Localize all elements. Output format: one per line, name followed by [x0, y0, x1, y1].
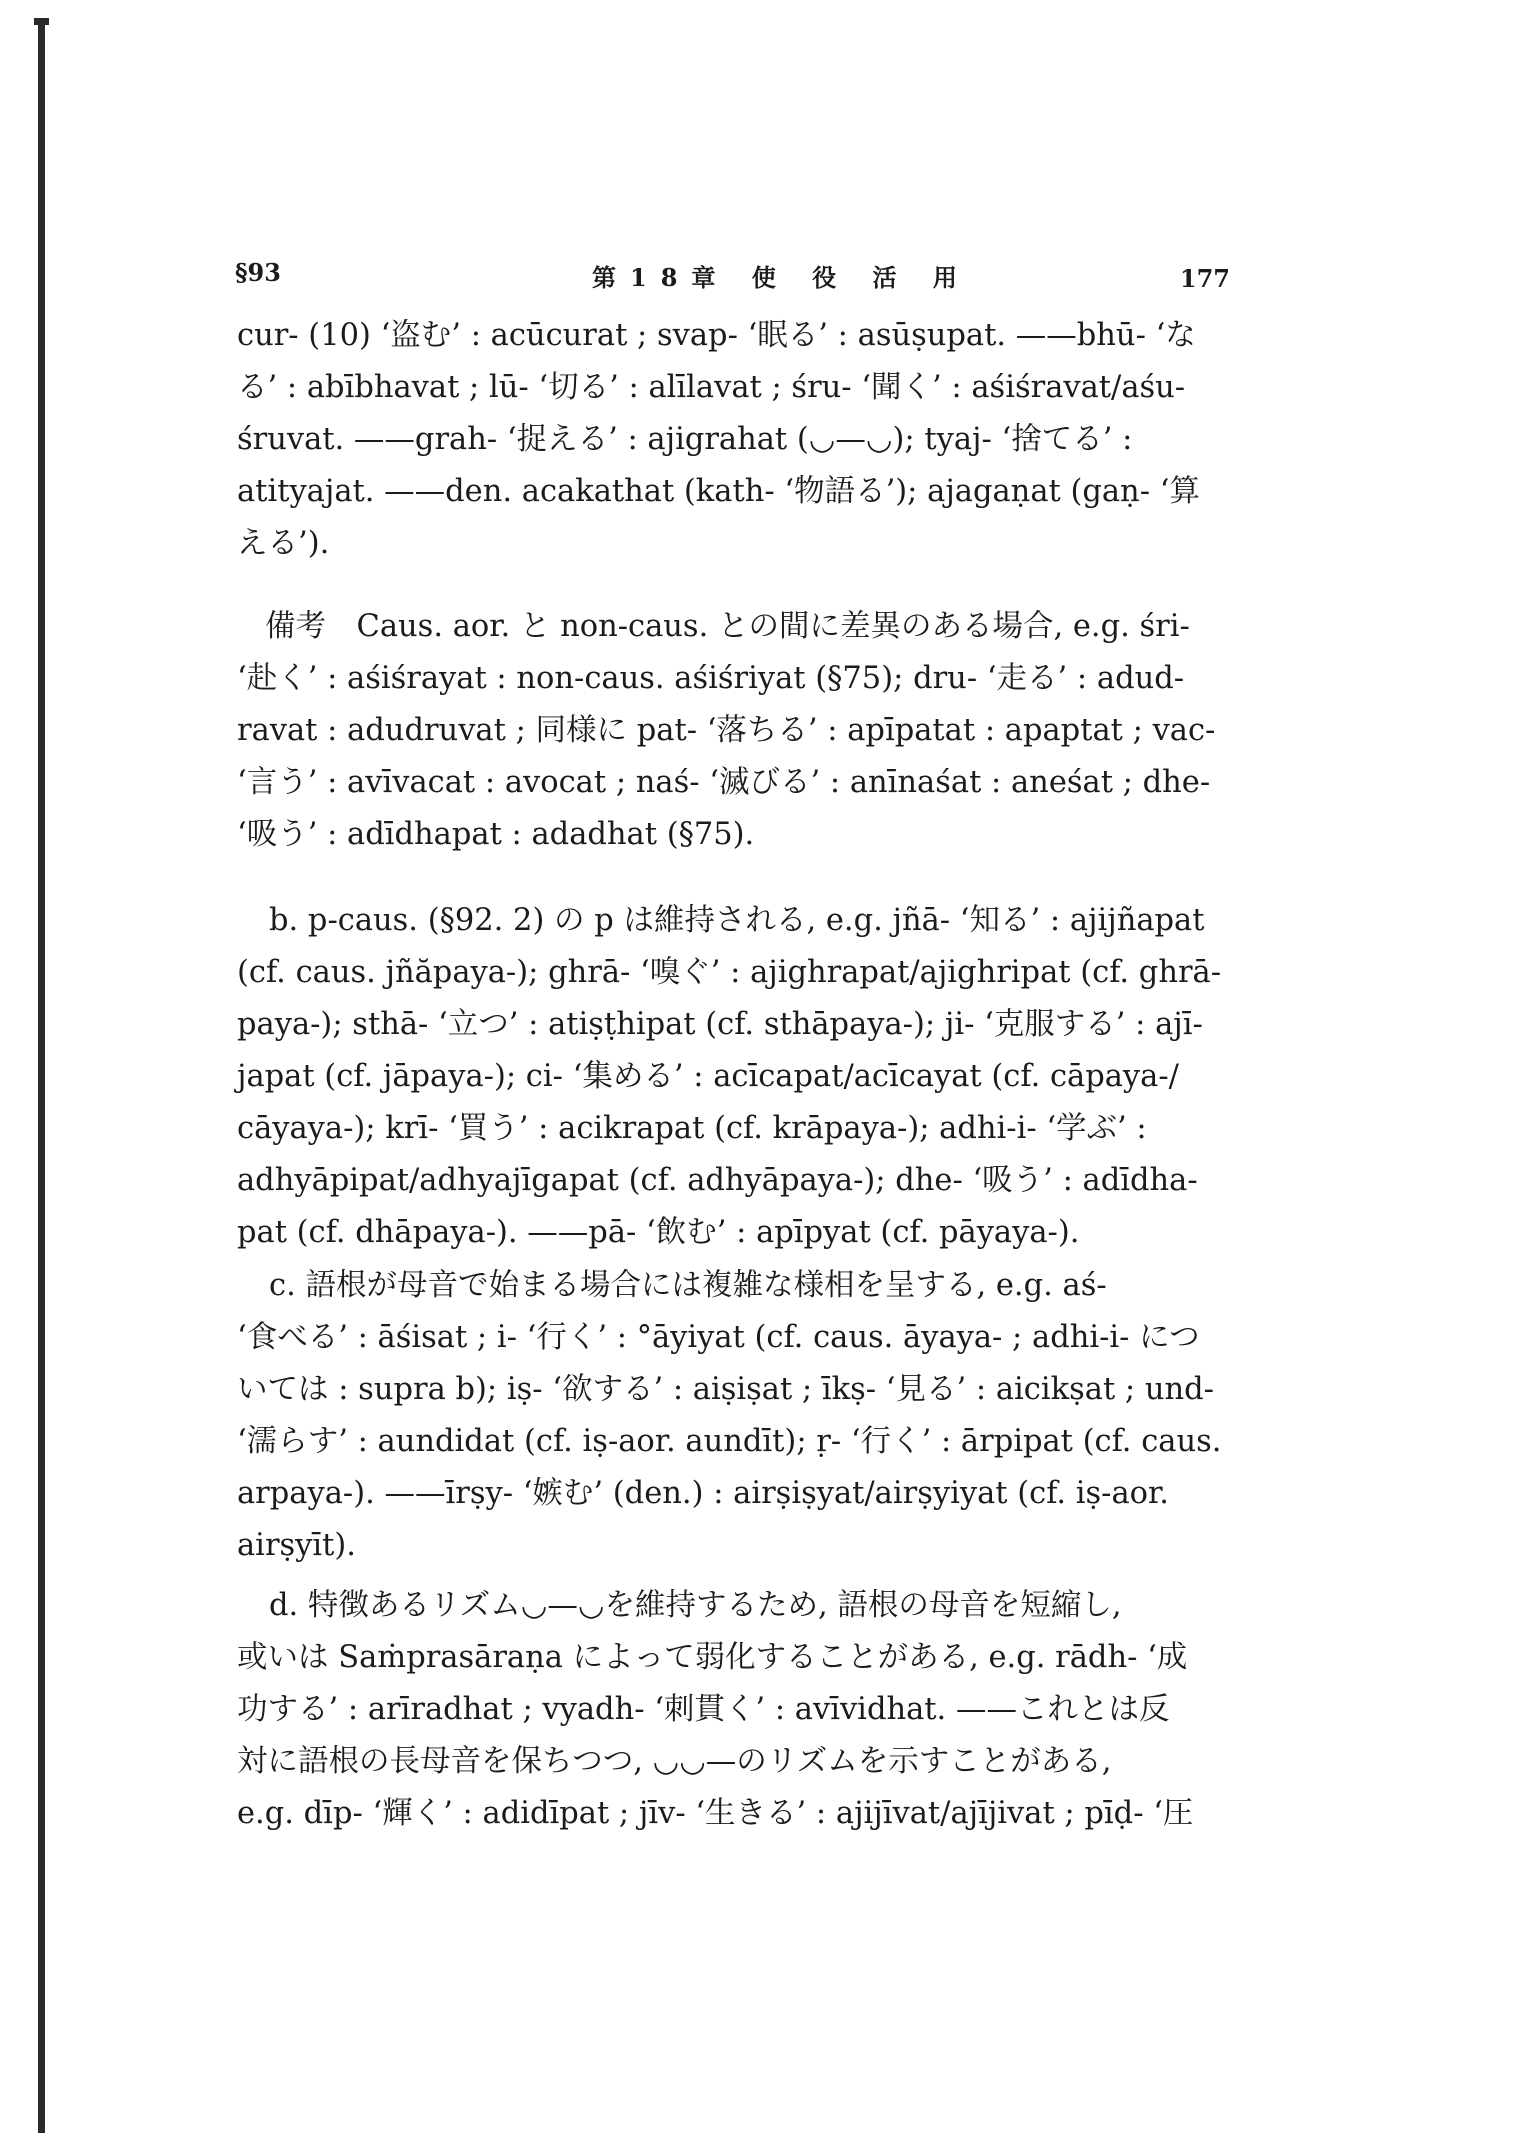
text-line: b. p-caus. (§92. 2) の p は維持される, e.g. jñā- ‘知る’ : ajijñapat	[269, 903, 1205, 938]
text-line: c. 語根が母音で始まる場合には複雑な様相を呈する, e.g. aś-	[269, 1268, 1107, 1303]
text-line: 功する’ : arīradhat ; vyadh- ‘刺貫く’ : avīvidhat. ——これとは反	[237, 1692, 1170, 1727]
text-line: ‘言う’ : avīvacat : avocat ; naś- ‘滅びる’ : anīnaśat : aneśat ; dhe-	[237, 765, 1211, 800]
text-line: airṣyīt).	[237, 1528, 357, 1563]
text-line: cāyaya-); krī- ‘買う’ : acikrapat (cf. krāpaya-); adhi-i- ‘学ぶ’ :	[237, 1111, 1147, 1146]
text-line: ‘濡らす’ : aundidat (cf. iṣ-aor. aundīt); ṛ- ‘行く’ : ārpipat (cf. caus.	[237, 1424, 1222, 1459]
text-line: atityajat. ——den. acakathat (kath- ‘物語る’); ajagaṇat (gaṇ- ‘算	[237, 474, 1200, 509]
text-line: 或いは Saṁprasāraṇa によって弱化することがある, e.g. rādh- ‘成	[237, 1640, 1188, 1675]
chapter-title: 第18章 使 役 活 用	[592, 263, 971, 292]
text-line: (cf. caus. jñăpaya-); ghrā- ‘嗅ぐ’ : ajighrapat/ajighripat (cf. ghrā-	[237, 955, 1222, 990]
text-line: japat (cf. jāpaya-); ci- ‘集める’ : acīcapat/acīcayat (cf. cāpaya-/	[237, 1059, 1179, 1094]
text-line: pat (cf. dhāpaya-). ——pā- ‘飲む’ : apīpyat (cf. pāyaya-).	[237, 1215, 1080, 1250]
text-line: いては : supra b); iṣ- ‘欲する’ : aiṣiṣat ; īkṣ- ‘見る’ : aicikṣat ; und-	[237, 1372, 1214, 1407]
text-line: adhyāpipat/adhyajīgapat (cf. adhyāpaya-); dhe- ‘吸う’ : adīdha-	[237, 1163, 1198, 1198]
running-header	[232, 258, 1230, 294]
paragraph-c	[237, 1260, 1227, 1572]
page-binding-tick	[34, 18, 49, 25]
page-number: 177	[1179, 264, 1230, 293]
text-line: る’ : abībhavat ; lū- ‘切る’ : alīlavat ; śru- ‘聞く’ : aśiśravat/aśu-	[237, 370, 1186, 405]
paragraph-b	[237, 895, 1227, 1259]
paragraph-remark	[237, 601, 1227, 861]
text-line: ‘赴く’ : aśiśrayat : non-caus. aśiśriyat (§75); dru- ‘走る’ : adud-	[237, 661, 1185, 696]
text-line: 対に語根の長母音を保ちつつ, ◡◡—のリズムを示すことがある,	[237, 1744, 1112, 1779]
text-line: d. 特徴あるリズム◡—◡を維持するため, 語根の母音を短縮し,	[269, 1588, 1122, 1623]
paragraph-opening	[237, 310, 1227, 570]
text-line: ‘吸う’ : adīdhapat : adadhat (§75).	[237, 817, 755, 852]
text-line: śruvat. ——grah- ‘捉える’ : ajigrahat (◡—◡); tyaj- ‘捨てる’ :	[237, 422, 1133, 457]
paragraph-d	[237, 1580, 1227, 1840]
text-line: 備考 Caus. aor. と non-caus. との間に差異のある場合, e.g. śri-	[265, 609, 1190, 644]
text-line: paya-); sthā- ‘立つ’ : atiṣṭhipat (cf. sthāpaya-); ji- ‘克服する’ : ajī-	[237, 1007, 1203, 1042]
text-line: cur- (10) ‘盗む’ : acūcurat ; svap- ‘眠る’ : asūṣupat. ——bhū- ‘な	[237, 318, 1196, 353]
text-line: arpaya-). ——īrṣy- ‘嫉む’ (den.) : airṣiṣyat/airṣyiyat (cf. iṣ-aor.	[237, 1476, 1169, 1511]
section-number: §93	[235, 258, 281, 287]
page-binding-edge	[38, 18, 45, 2133]
text-line: ravat : adudruvat ; 同様に pat- ‘落ちる’ : apīpatat : apaptat ; vac-	[237, 713, 1216, 748]
text-line: ‘食べる’ : āśisat ; i- ‘行く’ : °āyiyat (cf. caus. āyaya- ; adhi-i- につ	[237, 1320, 1200, 1355]
text-line: e.g. dīp- ‘輝く’ : adidīpat ; jīv- ‘生きる’ : ajijīvat/ajījivat ; pīḍ- ‘圧	[237, 1796, 1194, 1831]
text-line: える’).	[237, 526, 330, 561]
